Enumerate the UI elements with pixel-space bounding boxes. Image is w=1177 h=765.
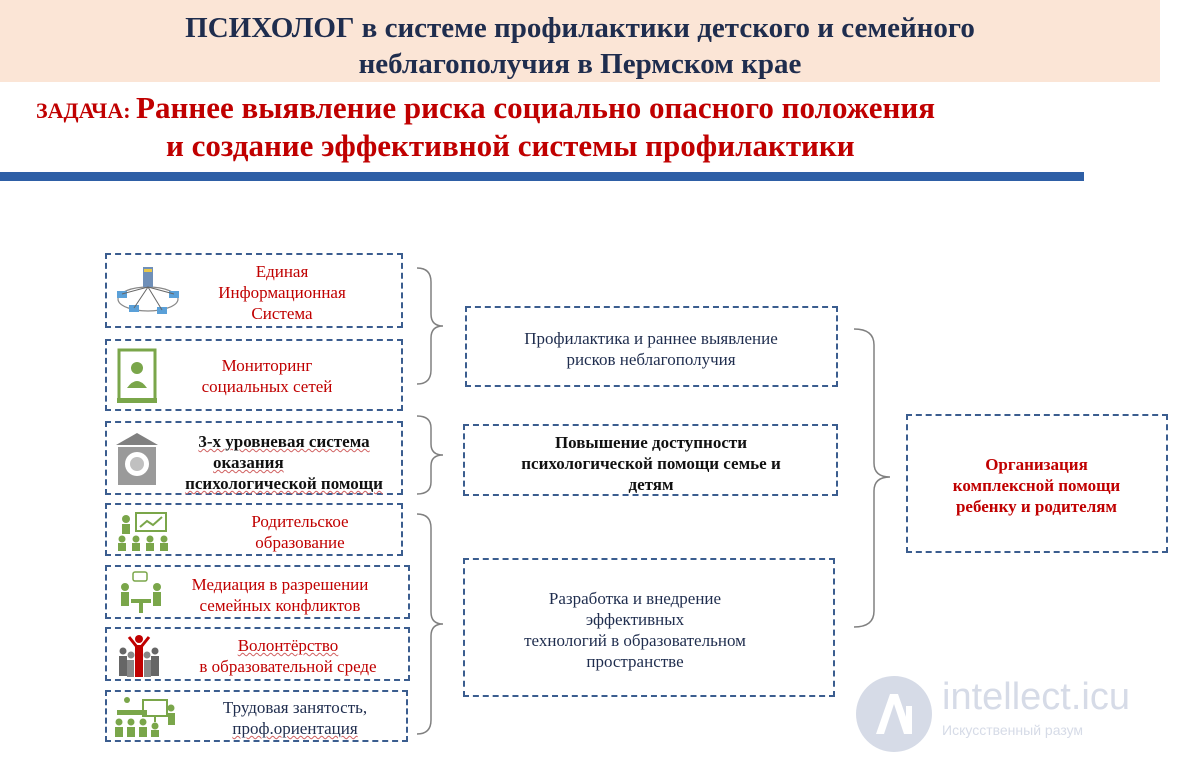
network-icon [113,263,183,321]
middle-box-accessibility-label: Повышение доступности психологической помощи семье и детям [521,433,781,494]
result-box-label: Организация комплексной помощи ребенку и родителям [952,455,1121,516]
watermark-text: intellect.icu [942,676,1130,718]
task-line1: Раннее выявление риска социально опасного положения [136,90,935,125]
volunteers-icon [115,631,163,679]
task-line2: и создание эффективной системы профилактики [166,128,855,163]
left-box-three-level-system-label: 3-х уровневая система оказания психологической помощи [185,432,383,493]
brace-group-1 [415,266,445,386]
middle-box-accessibility [463,424,838,496]
divider-bar [0,172,1084,181]
task-label: ЗАДАЧА: [36,98,137,123]
brace-group-3 [415,512,445,737]
left-box-parent-education-label: Родительское образование [251,512,349,552]
brace-group-2 [415,414,445,496]
middle-box-prevention [465,306,838,387]
left-box-info-system [105,253,403,328]
left-box-social-monitoring [105,339,403,411]
document-person-icon [115,348,159,404]
middle-box-technologies-label: Разработка и внедрение эффективных технологий в образовательном пространстве [524,589,746,671]
page-title-line2: неблагополучия в Пермском крае [358,48,802,80]
left-box-mediation [105,565,410,619]
middle-box-technologies [463,558,835,697]
left-box-social-monitoring-label: Мониторинг социальных сетей [201,356,333,396]
task-heading [36,90,1126,126]
left-box-volunteering [105,627,410,681]
mediation-icon [115,571,167,615]
page-title-line1: ПСИХОЛОГ в системе профилактики детского и семейного [185,12,975,44]
page-title [0,10,1160,82]
result-box [906,414,1168,553]
left-box-volunteering-label: Волонтёрство в образовательной среде [199,636,377,676]
teacher-audience-icon [114,511,172,553]
presentation-icon [113,696,177,738]
brace-main [852,327,892,629]
left-box-employment-label: Трудовая занятость, проф.ориентация [222,698,368,738]
left-box-mediation-label: Медиация в разрешении семейных конфликтов [191,575,369,615]
left-box-info-system-label: Единая Информационная Система [218,262,346,323]
middle-box-prevention-label: Профилактика и раннее выявление рисков неблагополучия [524,329,778,369]
watermark-logo-icon [852,672,936,756]
watermark-subtext: Искусственный разум [942,722,1084,738]
left-box-parent-education [105,503,403,556]
left-box-employment [105,690,408,742]
head-brain-icon [112,431,162,487]
left-box-three-level-system [105,421,403,495]
